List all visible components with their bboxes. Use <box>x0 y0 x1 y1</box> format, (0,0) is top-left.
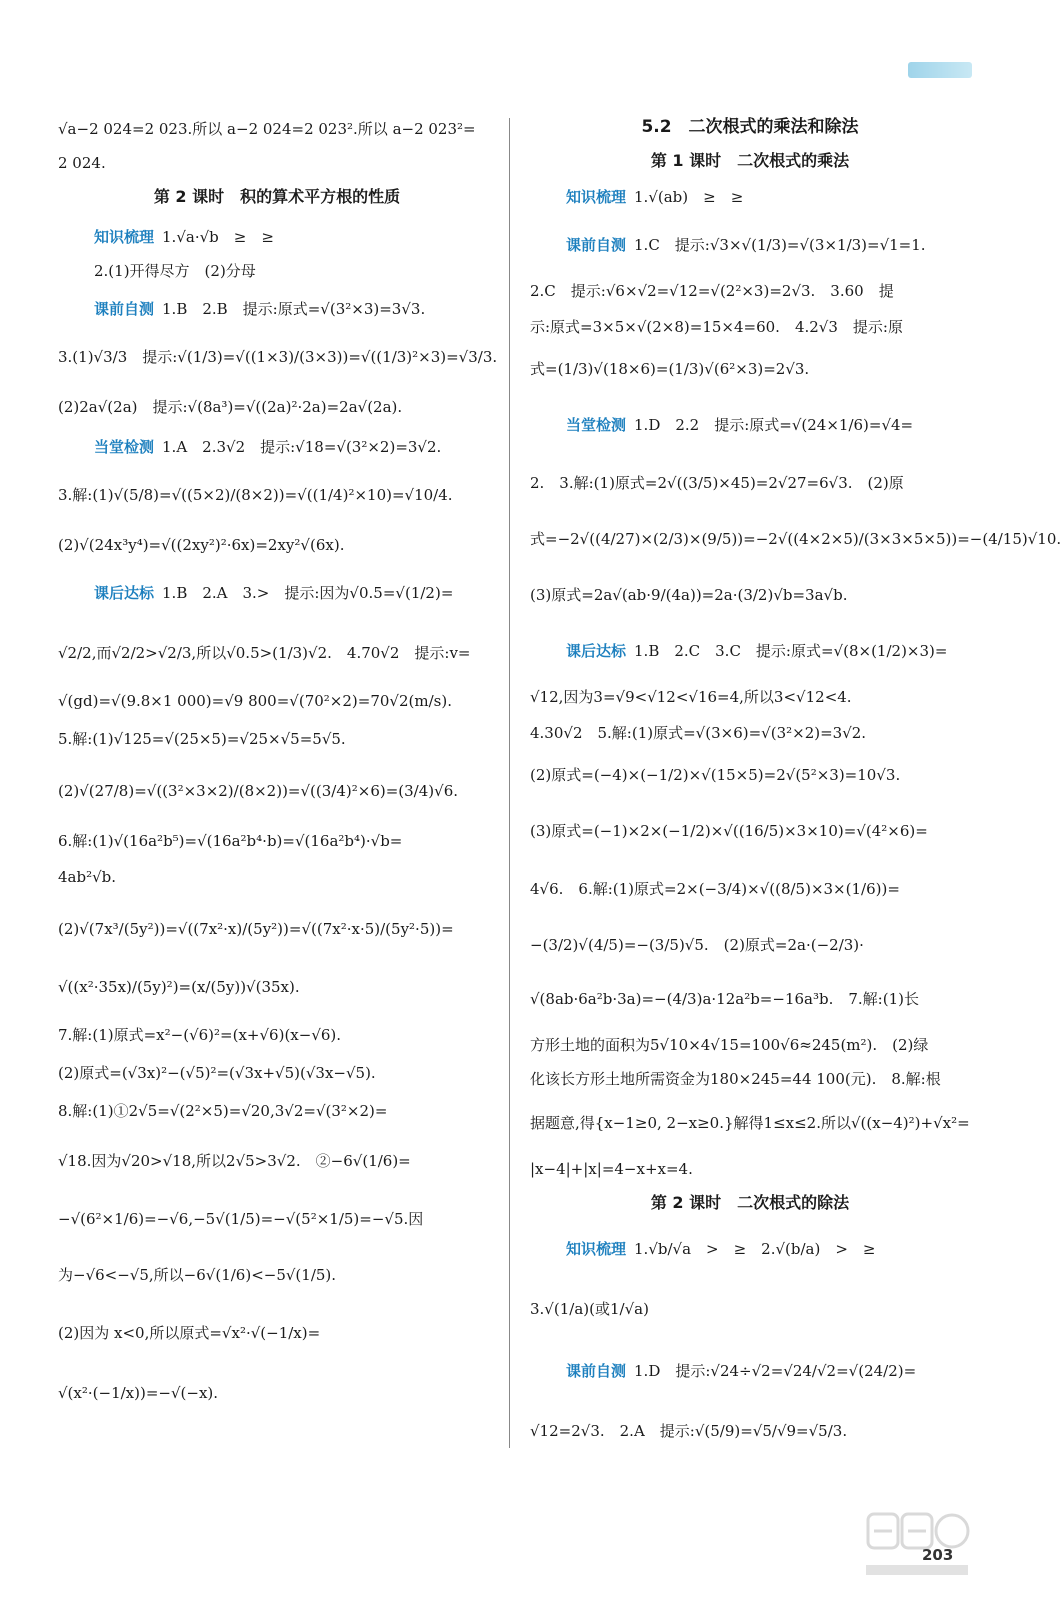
text-line: (2)√(7x³/(5y²))=√((7x²·x)/(5y²))=√((7x²·x·5)/(5y²·5))= <box>58 920 454 938</box>
knowledge-line <box>530 186 1006 208</box>
label-tag: 课后达标 <box>94 584 155 602</box>
text-line: 5.解:(1)√125=√(25×5)=√25×√5=5√5. <box>58 730 346 748</box>
lesson-title: 第 1 课时 二次根式的乘法 <box>650 151 850 170</box>
knowledge-line <box>530 1238 1006 1260</box>
corner-decoration <box>908 62 972 78</box>
text-line: 方形土地的面积为5√10×4√15=100√6≈245(m²). (2)绿 <box>530 1036 929 1054</box>
answer-text: 1.√b/√a > ≥ 2.√(b/a) > ≥ <box>634 1240 876 1258</box>
answer-text: 1.B 2.C 3.C 提示:原式=√(8×(1/2)×3)= <box>634 642 948 660</box>
label-tag: 知识梳理 <box>566 188 627 206</box>
answer-text: 1.D 提示:√24÷√2=√24/√2=√(24/2)= <box>634 1362 917 1380</box>
label-tag: 当堂检测 <box>566 416 627 434</box>
label-tag: 课前自测 <box>566 236 627 254</box>
text-line: 6.解:(1)√(16a²b⁵)=√(16a²b⁴·b)=√(16a²b⁴)·√b= <box>58 832 403 850</box>
answer-text: 1.A 2.3√2 提示:√18=√(3²×2)=3√2. <box>162 438 442 456</box>
text-line: (3)原式=2a√(ab·9/(4a))=2a·(3/2)√b=3a√b. <box>530 586 848 604</box>
text-line: √((x²·35x)/(5y)²)=(x/(5y))√(35x). <box>58 978 300 996</box>
text-line: 2.(1)开得尽方 (2)分母 <box>94 262 256 280</box>
text-line: 示:原式=3×5×√(2×8)=15×4=60. 4.2√3 提示:原 <box>530 318 903 336</box>
text-line: 2 024. <box>58 154 106 172</box>
text-line: 3.(1)√3/3 提示:√(1/3)=√((1×3)/(3×3))=√((1/3)²×3)=√3/3. <box>58 348 498 366</box>
text-line: 7.解:(1)原式=x²−(√6)²=(x+√6)(x−√6). <box>58 1026 342 1044</box>
text-line: (3)原式=(−1)×2×(−1/2)×√((16/5)×3×10)=√(4²×6)= <box>530 822 928 840</box>
text-line: 化该长方形土地所需资金为180×245=44 100(元). 8.解:根 <box>530 1070 941 1088</box>
text-line: (2)原式=(−4)×(−1/2)×√(15×5)=2√(5²×3)=10√3. <box>530 766 901 784</box>
text-line: √2/2,而√2/2>√2/3,所以√0.5>(1/3)√2. 4.70√2 提示:v= <box>58 644 471 662</box>
answer-text: 1.D 2.2 提示:原式=√(24×1/6)=√4= <box>634 416 914 434</box>
answer-text: 1.B 2.B 提示:原式=√(3²×3)=3√3. <box>162 300 426 318</box>
section-title: 5.2 二次根式的乘法和除法 <box>641 117 859 137</box>
lesson-title: 第 2 课时 二次根式的除法 <box>650 1193 850 1212</box>
section-title: 第 2 课时 积的算术平方根的性质 <box>153 187 401 206</box>
text-line: (2)因为 x<0,所以原式=√x²·√(−1/x)= <box>58 1324 321 1342</box>
answer-text: 1.√(ab) ≥ ≥ <box>634 188 744 206</box>
after-class-line <box>58 582 532 604</box>
text-line: √(gd)=√(9.8×1 000)=√9 800=√(70²×2)=70√2(m/s). <box>58 692 452 710</box>
answer-text: 1.C 提示:√3×√(1/3)=√(3×1/3)=√1=1. <box>634 236 926 254</box>
inclass-line <box>58 436 532 458</box>
text-line: 4.30√2 5.解:(1)原式=√(3×6)=√(3²×2)=3√2. <box>530 724 867 742</box>
text-line: √(8ab·6a²b·3a)=−(4/3)a·12a²b=−16a³b. 7.解:(1)长 <box>530 990 919 1008</box>
text-line: (2)√(24x³y⁴)=√((2xy²)²·6x)=2xy²√(6x). <box>58 536 345 554</box>
label-tag: 知识梳理 <box>566 1240 627 1258</box>
answer-text: 1.B 2.A 3.> 提示:因为√0.5=√(1/2)= <box>162 584 454 602</box>
text-line: (2)原式=(√3x)²−(√5)²=(√3x+√5)(√3x−√5). <box>58 1064 376 1082</box>
label-tag: 当堂检测 <box>94 438 155 456</box>
text-line: 式=(1/3)√(18×6)=(1/3)√(6²×3)=2√3. <box>530 360 810 378</box>
knowledge-line <box>58 226 532 248</box>
text-line: 3.√(1/a)(或1/√a) <box>530 1300 649 1318</box>
text-line: √a−2 024=2 023.所以 a−2 024=2 023².所以 a−2 023²= <box>58 120 476 138</box>
text-line: √12=2√3. 2.A 提示:√(5/9)=√5/√9=√5/3. <box>530 1422 848 1440</box>
label-tag: 知识梳理 <box>94 228 155 246</box>
answer-text: 1.√a·√b ≥ ≥ <box>162 228 274 246</box>
text-line: 2. 3.解:(1)原式=2√((3/5)×45)=2√27=6√3. (2)原 <box>530 474 904 492</box>
text-line: 4√6. 6.解:(1)原式=2×(−3/4)×√((8/5)×3×(1/6))= <box>530 880 900 898</box>
pretest-line <box>530 234 1006 256</box>
text-line: √(x²·(−1/x))=−√(−x). <box>58 1384 219 1402</box>
label-tag: 课后达标 <box>566 642 627 660</box>
watermark-logo-icon <box>862 1510 972 1590</box>
text-line: √18.因为√20>√18,所以2√5>3√2. ②−6√(1/6)= <box>58 1152 411 1170</box>
text-line: 据题意,得{x−1≥0, 2−x≥0.}解得1≤x≤2.所以√((x−4)²)+√x²= <box>530 1114 970 1132</box>
text-line: 2.C 提示:√6×√2=√12=√(2²×3)=2√3. 3.60 提 <box>530 282 894 300</box>
text-line: (2)2a√(2a) 提示:√(8a³)=√((2a)²·2a)=2a√(2a). <box>58 398 403 416</box>
text-line: −(3/2)√(4/5)=−(3/5)√5. (2)原式=2a·(−2/3)· <box>530 936 864 954</box>
text-line: (2)√(27/8)=√((3²×3×2)/(8×2))=√((3/4)²×6)=(3/4)√6. <box>58 782 459 800</box>
page-number: 203 <box>922 1546 954 1564</box>
label-tag: 课前自测 <box>94 300 155 318</box>
text-line: 式=−2√((4/27)×(2/3)×(9/5))=−2√((4×2×5)/(3×3×5×5))=−(4/15)√10. <box>530 530 1062 548</box>
text-line: 3.解:(1)√(5/8)=√((5×2)/(8×2))=√((1/4)²×10)=√10/4. <box>58 486 453 504</box>
after-class-line <box>530 640 1006 662</box>
text-line: −√(6²×1/6)=−√6,−5√(1/5)=−√(5²×1/5)=−√5.因 <box>58 1210 424 1228</box>
text-line: 为−√6<−√5,所以−6√(1/6)<−5√(1/5). <box>58 1266 337 1284</box>
pretest-line <box>530 1360 1006 1382</box>
text-line: √12,因为3=√9<√12<√16=4,所以3<√12<4. <box>530 688 852 706</box>
pretest-line <box>58 298 532 320</box>
text-line: 8.解:(1)①2√5=√(2²×5)=√20,3√2=√(3²×2)= <box>58 1102 388 1120</box>
text-line: |x−4|+|x|=4−x+x=4. <box>530 1160 693 1178</box>
inclass-line <box>530 414 1006 436</box>
text-line: 4ab²√b. <box>58 868 117 886</box>
label-tag: 课前自测 <box>566 1362 627 1380</box>
